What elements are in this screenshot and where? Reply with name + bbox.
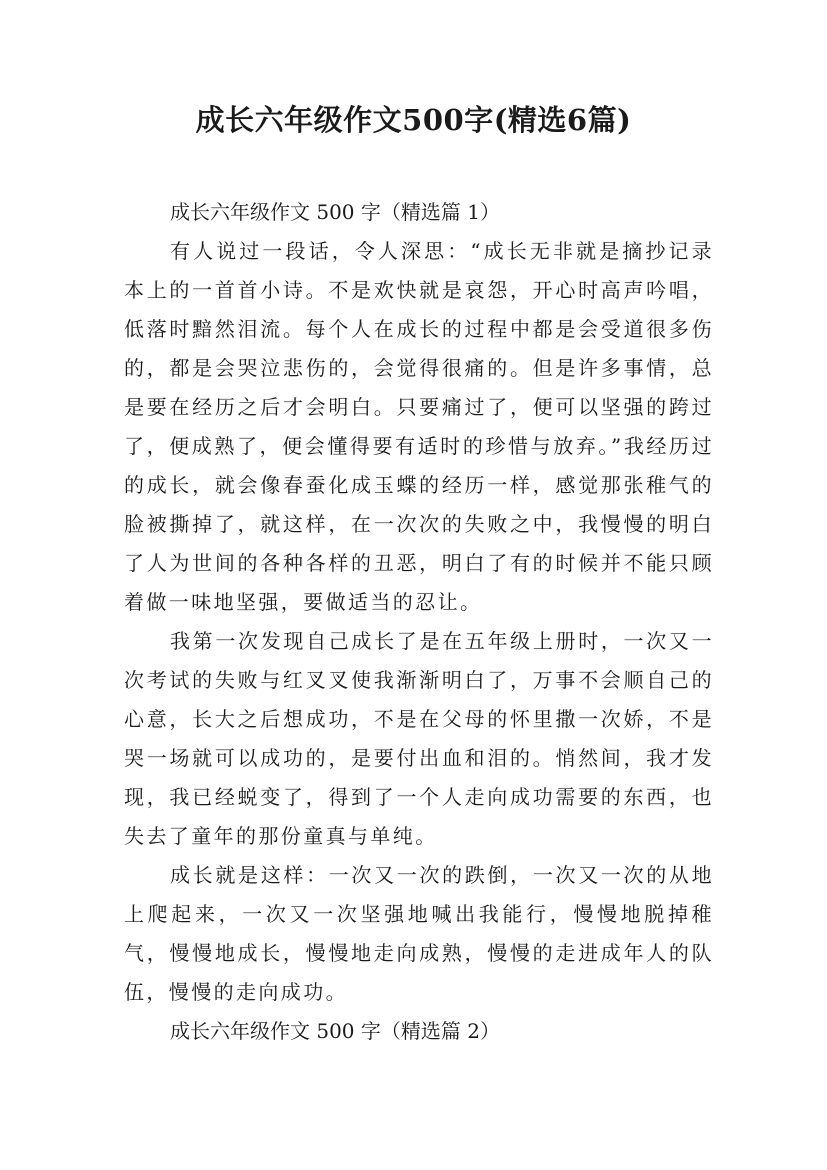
paragraph-3: 成长就是这样：一次又一次的跌倒，一次又一次的从地上爬起来，一次又一次坚强地喊出我能行，慢慢地脱掉稚气，慢慢地成长，慢慢地走向成熟，慢慢的走进成年人的队伍，慢慢的走向成功。 [124,863,714,1004]
document-body [124,193,714,1051]
paragraph-2: 我第一次发现自己成长了是在五年级上册时，一次又一次考试的失败与红叉叉使我渐渐明白了，万事不会顺自己的心意，长大之后想成功，不是在父母的怀里撒一次娇，不是哭一场就可以成功的，是要付出血和泪的。悄然间，我才发现，我已经蜕变了，得到了一个人走向成功需要的东西，也失去了童年的那份童真与单纯。 [124,629,714,848]
section-heading-2: 成长六年级作文 500 字（精选篇 2） [170,1019,500,1043]
paragraph-1: 有人说过一段话，令人深思：“成长无非就是摘抄记录本上的一首首小诗。不是欢快就是哀怨，开心时高声吟唱，低落时黯然泪流。每个人在成长的过程中都是会受道很多伤的，都是会哭泣悲伤的，会觉得很痛的。但是许多事情，总是要在经历之后才会明白。只要痛过了，便可以坚强的跨过了，便成熟了，便会懂得要有适时的珍惜与放弃。”我经历过的成长，就会像春蚕化成玉蝶的经历一样，感觉那张稚气的脸被撕掉了，就这样，在一次次的失败之中，我慢慢的明白了人为世间的各种各样的丑恶，明白了有的时候并不能只顾着做一味地坚强，要做适当的忍让。 [124,239,714,614]
document-title: 成长六年级作文500字(精选6篇) [195,103,632,137]
section-heading-1: 成长六年级作文 500 字（精选篇 1） [170,200,500,224]
